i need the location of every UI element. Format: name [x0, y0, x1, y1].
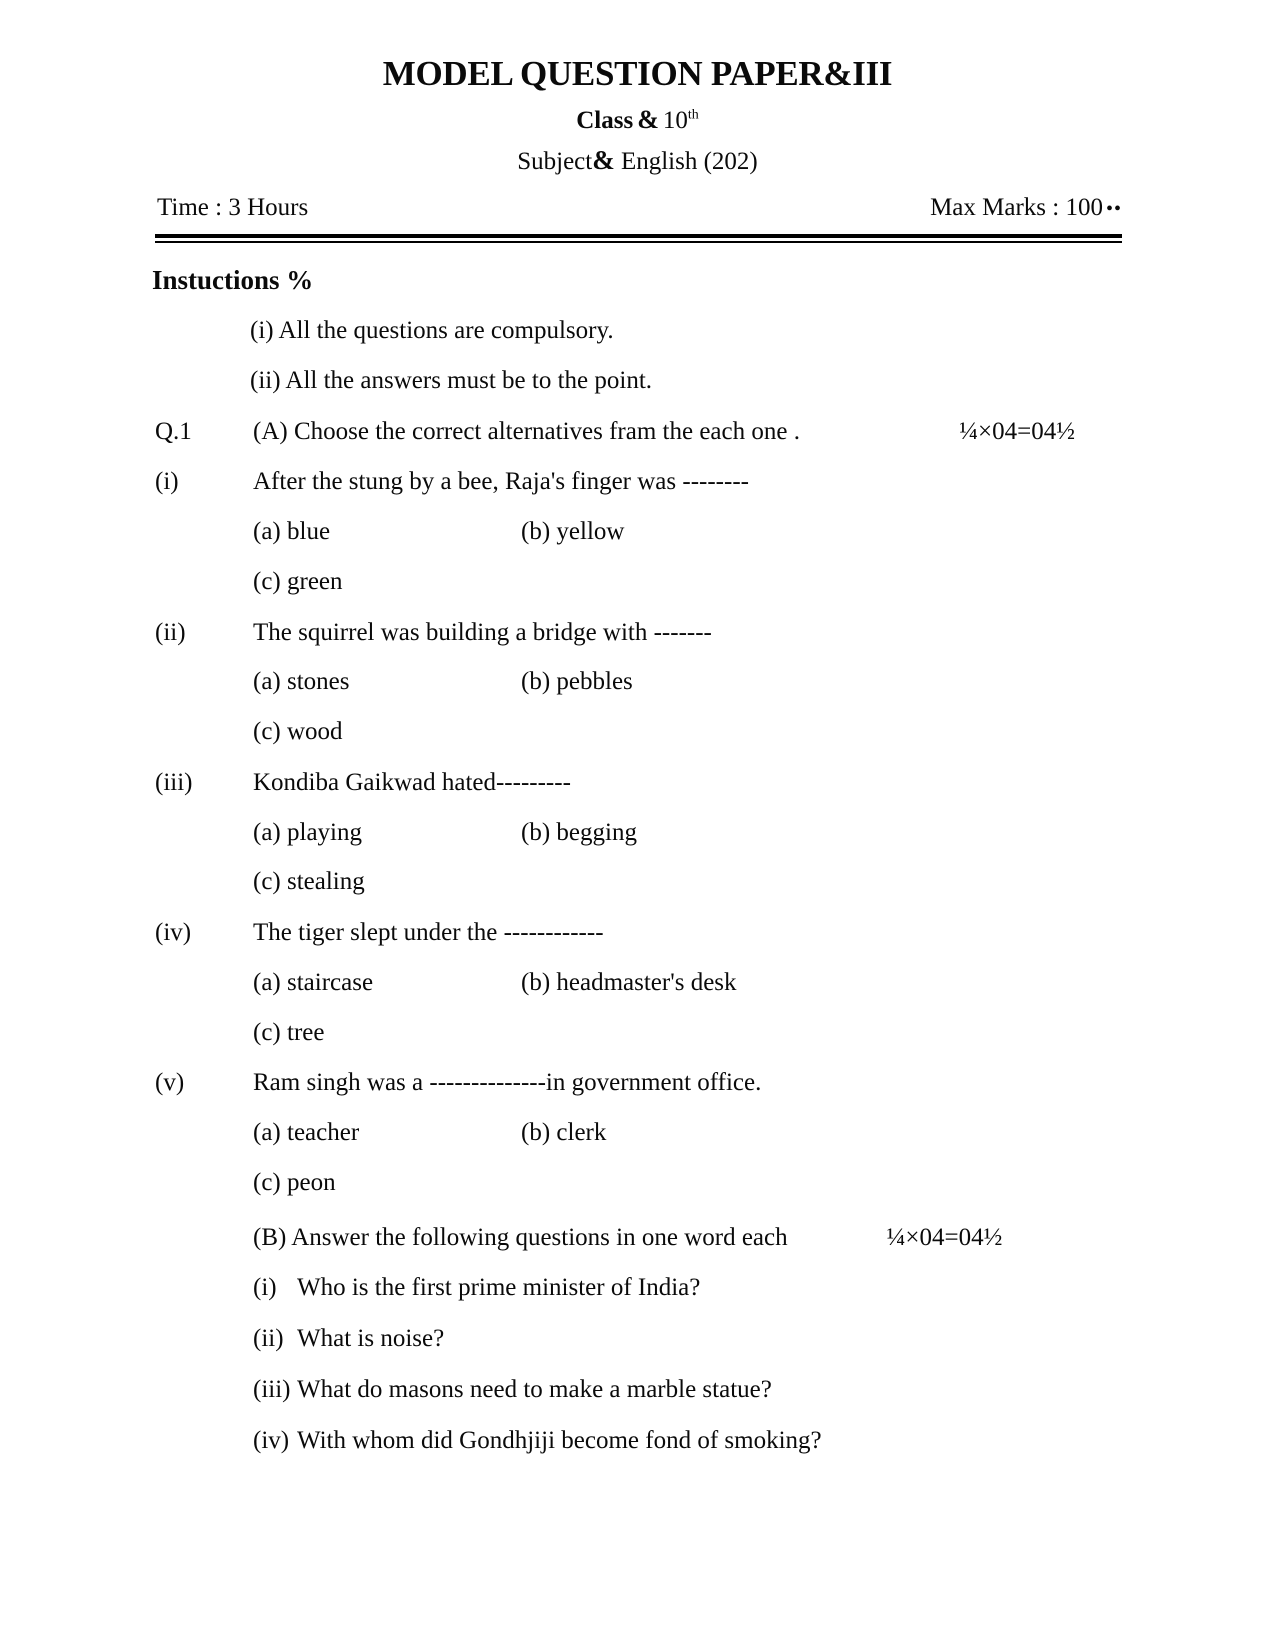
- mcq-option-row: [0, 647, 1275, 697]
- subject-line: [0, 134, 1275, 176]
- mcq-item-roman: (i): [155, 468, 179, 496]
- max-marks: Max Marks : 100: [930, 194, 1103, 222]
- mcq-option-row: [0, 798, 1275, 848]
- subject-label: Subject: [517, 148, 593, 176]
- mcq-item-stem-row: [0, 897, 1275, 948]
- class-value: 10: [662, 106, 688, 134]
- mcq-item-stem: The tiger slept under the ------------: [253, 919, 604, 947]
- mcq-option-c[interactable]: (c) wood: [253, 718, 343, 746]
- short-answer-question: [0, 1354, 1275, 1405]
- time-allowed: Time : 3 Hours: [157, 194, 309, 222]
- mcq-option-a[interactable]: (a) teacher: [253, 1119, 360, 1147]
- exam-meta-row: [0, 176, 1275, 222]
- mcq-option-b[interactable]: (b) headmaster's desk: [521, 968, 737, 996]
- class-line: [0, 93, 1275, 135]
- short-answer-roman: (i): [253, 1274, 277, 1302]
- question-1-number: Q.1: [155, 417, 192, 445]
- question-1-part-a-row: [0, 396, 1275, 447]
- mcq-option-b[interactable]: (b) clerk: [521, 1119, 607, 1147]
- max-marks-trailing-bullets: ••: [1105, 198, 1122, 221]
- mcq-item-roman: (ii): [155, 618, 186, 646]
- mcq-option-row: [0, 948, 1275, 998]
- short-answer-question: [0, 1405, 1275, 1456]
- short-answer-roman: (ii): [253, 1325, 284, 1353]
- mcq-item-stem-row: [0, 1047, 1275, 1098]
- question-1-part-a-body: [253, 418, 1275, 447]
- short-answer-question: [0, 1252, 1275, 1303]
- short-answer-roman: (iv): [253, 1426, 290, 1454]
- short-answer-text: With whom did Gondhjiji become fond of smoking?: [297, 1426, 822, 1454]
- instructions-heading: Instuctions %: [152, 265, 314, 296]
- question-1-part-b-text: (B) Answer the following questions in one word each: [253, 1223, 788, 1251]
- mcq-item-stem-row: [0, 747, 1275, 798]
- question-1-part-b-marks: ¼×04=04½: [886, 1223, 1003, 1251]
- mcq-option-c[interactable]: (c) peon: [253, 1168, 336, 1196]
- class-label: Class: [576, 106, 634, 134]
- class-ordinal-suffix: th: [687, 107, 699, 123]
- mcq-option-a[interactable]: (a) stones: [253, 668, 350, 696]
- short-answer-text: What is noise?: [297, 1325, 445, 1353]
- mcq-option-a[interactable]: (a) staircase: [253, 968, 374, 996]
- mcq-option-b[interactable]: (b) yellow: [521, 518, 625, 546]
- mcq-item-stem-row: [0, 446, 1275, 497]
- instruction-item-1: (i) All the questions are compulsory.: [250, 317, 614, 345]
- header-divider: [155, 234, 1122, 243]
- mcq-item-stem: The squirrel was building a bridge with -------: [253, 618, 712, 646]
- mcq-option-a[interactable]: (a) blue: [253, 518, 331, 546]
- mcq-item-stem: After the stung by a bee, Raja's finger was --------: [253, 468, 749, 496]
- mcq-option-a[interactable]: (a) playing: [253, 818, 362, 846]
- class-separator: &: [637, 104, 659, 134]
- mcq-option-b[interactable]: (b) begging: [521, 818, 637, 846]
- short-answer-question: [0, 1303, 1275, 1354]
- instruction-item-2: (ii) All the answers must be to the point.: [250, 366, 653, 394]
- mcq-option-c[interactable]: (c) stealing: [253, 868, 365, 896]
- question-1-part-b-row: [0, 1198, 1275, 1253]
- mcq-option-row: [0, 497, 1275, 547]
- divider-line-thick: [155, 234, 1122, 238]
- mcq-option-c[interactable]: (c) green: [253, 567, 343, 595]
- mcq-option-c[interactable]: (c) tree: [253, 1018, 325, 1046]
- mcq-item-roman: (v): [155, 1069, 185, 1097]
- short-answer-text: What do masons need to make a marble statue?: [297, 1375, 772, 1403]
- mcq-option-row: [0, 1098, 1275, 1148]
- mcq-item-stem-row: [0, 597, 1275, 648]
- mcq-item-roman: (iii): [155, 768, 193, 796]
- short-answer-roman: (iii): [253, 1375, 291, 1403]
- mcq-item-stem: Ram singh was a --------------in government office.: [253, 1069, 762, 1097]
- page-title: MODEL QUESTION PAPER&III: [382, 54, 893, 93]
- mcq-item-stem: Kondiba Gaikwad hated---------: [253, 768, 571, 796]
- max-marks-group: [930, 194, 1122, 222]
- mcq-item-roman: (iv): [155, 919, 192, 947]
- subject-separator: &: [592, 145, 615, 176]
- subject-value: English (202): [620, 148, 758, 176]
- mcq-option-b[interactable]: (b) pebbles: [521, 668, 633, 696]
- question-1-part-a-text: (A) Choose the correct alternatives fram the each one .: [253, 417, 800, 445]
- question-1-part-a-marks: ¼×04=04½: [959, 417, 1075, 445]
- short-answer-text: Who is the first prime minister of India?: [297, 1274, 701, 1302]
